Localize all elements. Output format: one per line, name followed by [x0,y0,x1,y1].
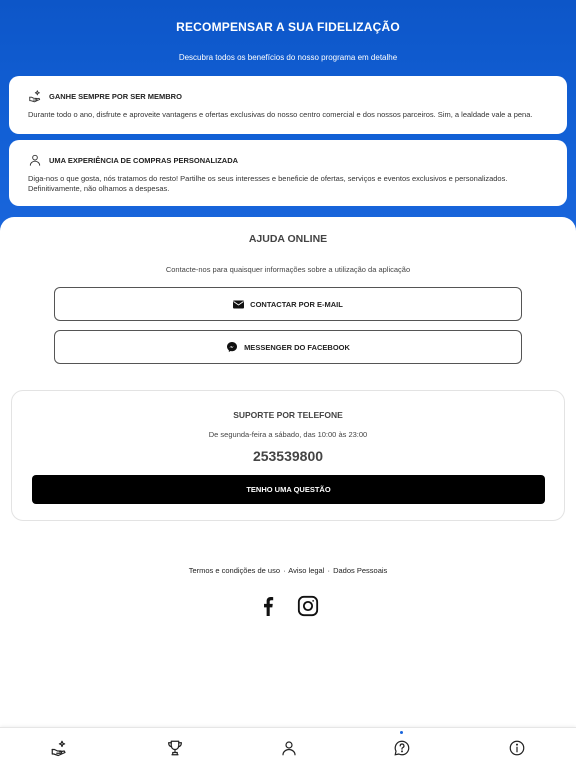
legal-notice-link[interactable]: Aviso legal [288,566,325,575]
hero-banner [0,0,576,240]
phone-support-hours: De segunda-feira a sábado, das 10:00 às 23:00 [208,430,368,439]
hand-sparkle-icon [28,89,42,103]
hero-title: RECOMPENSAR A SUA FIDELIZAÇÃO [176,20,400,34]
messenger-icon [226,341,238,353]
user-icon [28,153,42,167]
contact-email-label: CONTACTAR POR E-MAIL [250,299,343,309]
benefit-text-line2: Definitivamente, não olhamos a despesas. [28,184,170,193]
active-tab-indicator [400,731,403,734]
tab-info[interactable] [507,740,527,760]
hand-sparkle-icon [50,739,68,762]
privacy-link[interactable]: Dados Pessoais [333,566,388,575]
hero-subtitle: Descubra todos os benefícios do nosso programa em detalhe [178,53,398,62]
benefit-title: GANHE SEMPRE POR SER MEMBRO [49,91,182,101]
footer-separator: · [283,566,286,575]
instagram-icon[interactable] [297,595,319,617]
phone-support-card [11,390,565,521]
tab-help[interactable] [392,740,412,760]
benefit-card-member [9,76,567,134]
phone-support-title: SUPORTE POR TELEFONE [233,410,343,420]
trophy-icon [166,739,184,762]
facebook-icon[interactable] [257,595,279,617]
envelope-icon [233,300,244,309]
help-section [0,217,576,727]
benefit-title: UMA EXPERIÊNCIA DE COMPRAS PERSONALIZADA [49,155,239,165]
benefit-text: Durante todo o ano, disfrute e aproveite vantagens e ofertas exclusivas do nosso centro comercial e dos nossos parceiros. Sim, a lealdade vale a pena. [28,110,533,119]
tab-profile[interactable] [279,740,299,760]
help-subtitle: Contacte-nos para quaisquer informações sobre a utilização da aplicação [165,265,411,274]
user-icon [280,739,298,762]
benefit-text [28,174,548,194]
facebook-messenger-label: MESSENGER DO FACEBOOK [244,342,350,352]
help-title: AJUDA ONLINE [248,233,328,245]
tab-rewards[interactable] [49,740,69,760]
help-icon [393,739,411,762]
contact-email-button[interactable] [54,287,522,321]
phone-number[interactable]: 253539800 [252,448,324,464]
facebook-messenger-button[interactable] [54,330,522,364]
footer-separator: · [327,566,330,575]
benefit-text-line1: Diga-nos o que gosta, nós tratamos do resto! Partilhe os seus interesses e beneficie de ofertas, serviços e eventos exclusivos e personalizados. [28,174,508,183]
info-icon [508,739,526,762]
social-links [0,595,576,617]
footer-links [0,566,576,575]
terms-link[interactable]: Termos e condições de uso [188,566,280,575]
benefit-card-personalized [9,140,567,206]
tab-trophies[interactable] [165,740,185,760]
ask-question-button[interactable]: TENHO UMA QUESTÃO [32,475,545,504]
bottom-tab-bar [0,727,576,768]
